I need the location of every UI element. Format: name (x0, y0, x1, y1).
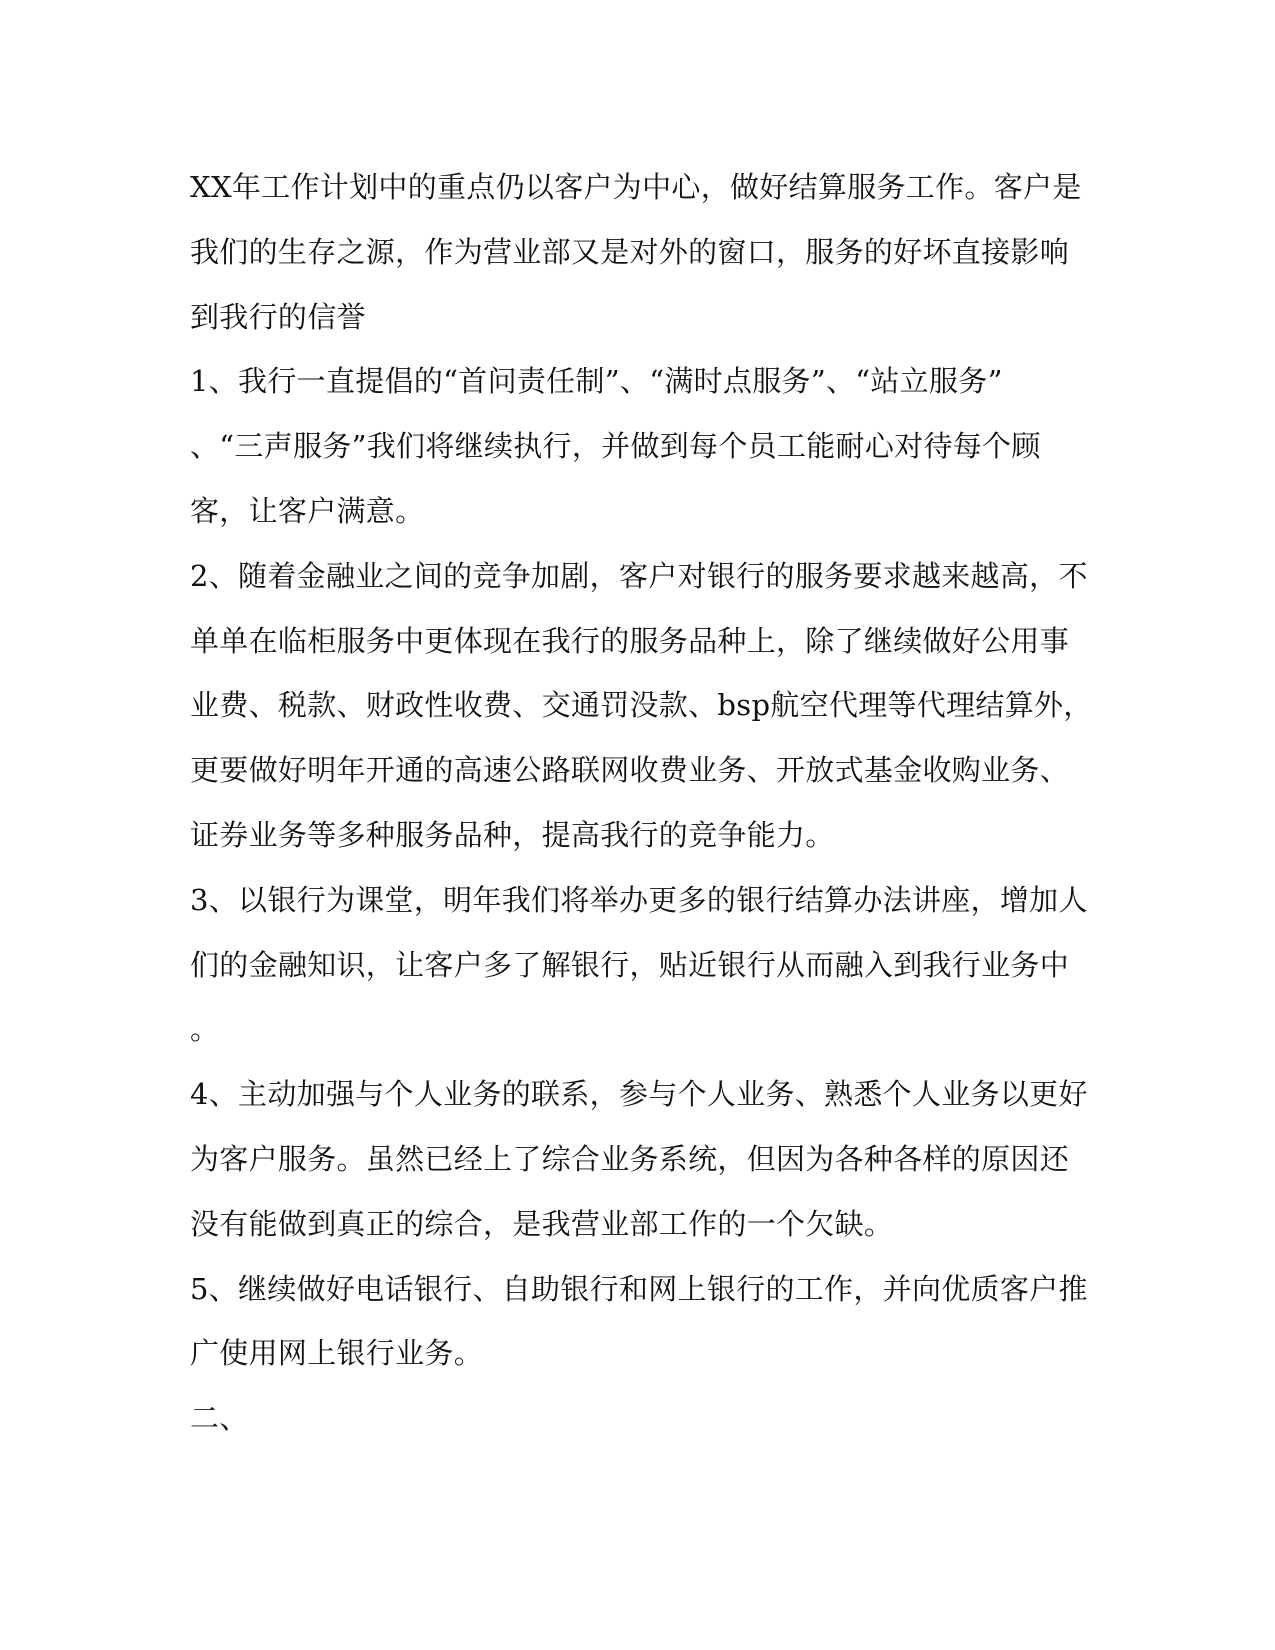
section-heading: 二、 (190, 1401, 249, 1436)
text-line: 1、我行一直提倡的“首问责任制”、“满时点服务”、“站立服务” (190, 364, 1003, 399)
text-line: 到我行的信誉 (190, 299, 366, 334)
text-line: 客，让客户满意。 (190, 493, 425, 528)
text-line: 们的金融知识，让客户多了解银行，贴近银行从而融入到我行业务中 (190, 947, 1070, 982)
text-line: 为客户服务。虽然已经上了综合业务系统，但因为各种各样的原因还 (190, 1141, 1070, 1176)
text-line: 4、主动加强与个人业务的联系，参与个人业务、熟悉个人业务以更好 (190, 1077, 1088, 1112)
text-line: 3、以银行为课堂，明年我们将举办更多的银行结算办法讲座，增加人 (190, 882, 1088, 917)
text-line: 我们的生存之源，作为营业部又是对外的窗口，服务的好坏直接影响 (190, 234, 1070, 269)
text-line: 2、随着金融业之间的竞争加剧，客户对银行的服务要求越来越高，不 (190, 558, 1088, 593)
text-line: 证券业务等多种服务品种，提高我行的竞争能力。 (190, 817, 835, 852)
text-line: 业费、税款、财政性收费、交通罚没款、bsp航空代理等代理结算外， (190, 688, 1093, 723)
text-line: 单单在临柜服务中更体现在我行的服务品种上，除了继续做好公用事 (190, 623, 1070, 658)
text-line: XX年工作计划中的重点仍以客户为中心，做好结算服务工作。客户是 (190, 170, 1082, 204)
text-line: 、“三声服务”我们将继续执行，并做到每个员工能耐心对待每个顾 (190, 429, 1041, 464)
text-line: 。 (190, 1012, 220, 1047)
text-line: 5、继续做好电话银行、自助银行和网上银行的工作，并向优质客户推 (190, 1271, 1088, 1306)
text-line: 没有能做到真正的综合，是我营业部工作的一个欠缺。 (190, 1206, 894, 1241)
text-line: 广使用网上银行业务。 (190, 1336, 484, 1371)
text-line: 更要做好明年开通的高速公路联网收费业务、开放式基金收购业务、 (190, 753, 1070, 788)
document-body (190, 155, 1095, 1451)
